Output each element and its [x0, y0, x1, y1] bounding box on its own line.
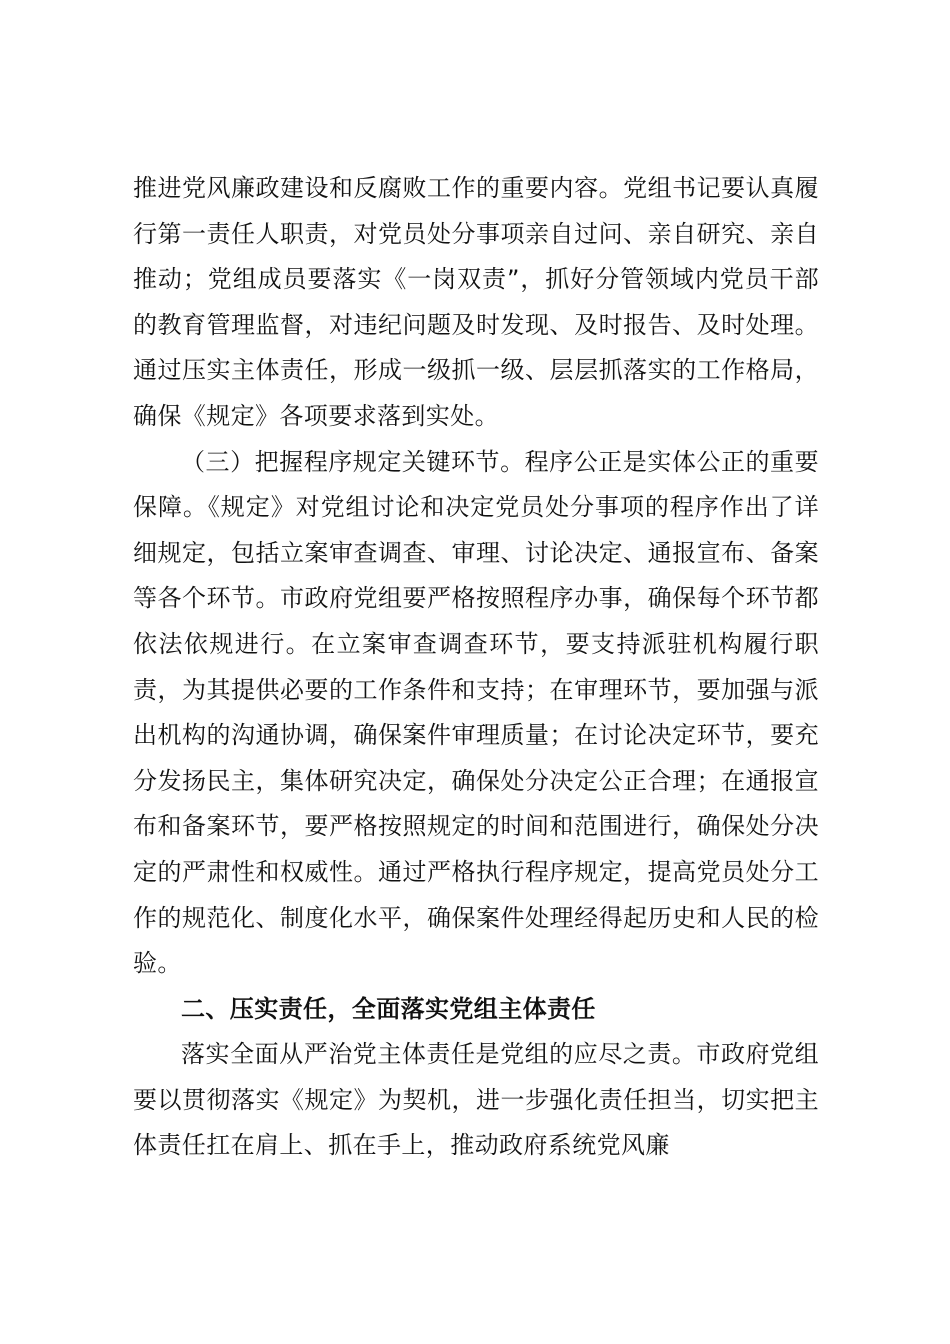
paragraph-procedure: （三）把握程序规定关键环节。程序公正是实体公正的重要保障。《规定》对党组讨论和决定党员处分事项的程序作出了详细规定，包括立案审查调查、审理、讨论决定、通报宣布、备案等各个环节。市政府党组要严格按照程序办事，确保每个环节都依法依规进行。在立案审查调查环节，要支持派驻机构履行职责，为其提供必要的工作条件和支持；在审理环节，要加强与派出机构的沟通协调，确保案件审理质量；在讨论决定环节，要充分发扬民主，集体研究决定，确保处分决定公正合理；在通报宣布和备案环节，要严格按照规定的时间和范围进行，确保处分决定的严肃性和权威性。通过严格执行程序规定，提高党员处分工作的规范化、制度化水平，确保案件处理经得起历史和人民的检验。 [133, 447, 819, 978]
paragraph-continuation: 推进党风廉政建设和反腐败工作的重要内容。党组书记要认真履行第一责任人职责，对党员处分事项亲自过问、亲自研究、亲自推动；党组成员要落实《一岗双责”，抓好分管领域内党员干部的教育管理监督，对违纪问题及时发现、及时报告、及时处理。通过压实主体责任，形成一级抓一级、层层抓落实的工作格局，确保《规定》各项要求落到实处。 [133, 174, 819, 430]
section-heading: 二、压实责任，全面落实党组主体责任 [181, 994, 596, 1023]
paragraph-responsibility: 落实全面从严治党主体责任是党组的应尽之责。市政府党组要以贯彻落实《规定》为契机，进一步强化责任担当，切实把主体责任扛在肩上、抓在手上，推动政府系统党风廉 [133, 1040, 819, 1160]
document-body [133, 166, 819, 1169]
